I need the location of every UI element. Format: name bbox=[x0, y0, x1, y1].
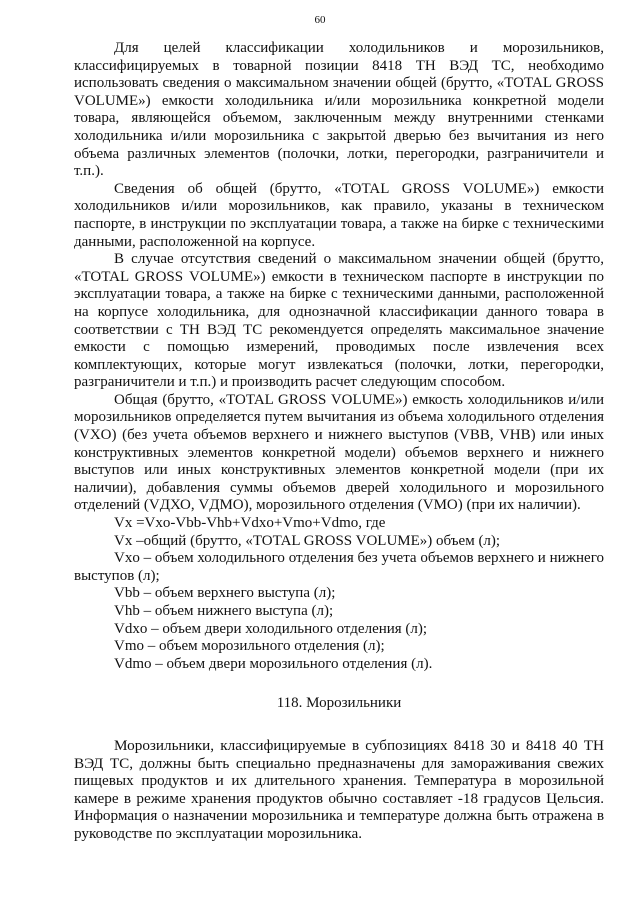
formula-def-vdmo: Vdmo – объем двери морозильного отделения (л). bbox=[114, 655, 433, 672]
formula-def-vx: Vx –общий (брутто, «TOTAL GROSS VOLUME») объем (л); bbox=[114, 532, 501, 549]
paragraph-measurement: В случае отсутствия сведений о максимальном значении общей (брутто, «TOTAL GROSS VOLUME») емкости в техническом паспорте в инструкции по эксплуатации товара, а также на бирке с техническими данными, расположенной на корпусе холодильника, для однозначной классификации данного товара в соответствии с ТН ВЭД ТС рекомендуется определять максимальное значение емкости с помощью измерений, проводимых после извлечения всех комплектующих, которые могут извлекаться (полочки, лотки, перегородки, разграничители и т.п.) и производить расчет следующим способом. bbox=[74, 251, 604, 391]
formula-def-vdxo: Vdxo – объем двери холодильного отделения (л); bbox=[114, 620, 428, 637]
section-heading: 118. Морозильники bbox=[276, 695, 402, 712]
paragraph-classification: Для целей классификации холодильников и морозильников, классифицируемых в товарной позиции 8418 ТН ВЭД ТС, необходимо использовать сведения о максимальном значении общей (брутто, «TOTAL GROSS VOLUME») емкости холодильника и/или морозильника конкретной модели товара, являющейся объемом, заключенным между внутренними стенками холодильника и/или морозильника с закрытой дверью без вычитания из него объема различных элементов (полочки, лотки, перегородки, разграничители и т.п.). bbox=[74, 40, 604, 180]
page-number: 60 bbox=[314, 14, 326, 26]
formula-equation: Vx =Vxo-Vbb-Vhb+Vdxo+Vmo+Vdmo, где bbox=[114, 515, 386, 532]
formula-def-vhb: Vhb – объем нижнего выступа (л); bbox=[114, 603, 334, 619]
formula-def-vmo: Vmo – объем морозильного отделения (л); bbox=[114, 638, 385, 655]
formula-def-vbb: Vbb – объем верхнего выступа (л); bbox=[114, 585, 336, 602]
paragraph-volume-sources: Сведения об общей (брутто, «TOTAL GROSS VOLUME») емкости холодильников и/или морозильников, как правило, указаны в техническом паспорте, в инструкции по эксплуатации товара, а также на бирке с техническими данными, расположенной на корпусе. bbox=[74, 180, 604, 250]
page-content bbox=[74, 40, 604, 843]
paragraph-freezers: Морозильники, классифицируемые в субпозициях 8418 30 и 8418 40 ТН ВЭД ТС, должны быть специально предназначены для замораживания свежих пищевых продуктов и их длительного хранения. Температура в морозильной камере в режиме хранения продуктов обычно составляет -18 градусов Цельсия. Информация о назначении морозильника и температуре должна быть отражена в руководстве по эксплуатации морозильника. bbox=[74, 736, 604, 842]
formula-def-vxo: Vxo – объем холодильного отделения без учета объемов верхнего и нижнего выступов (л); bbox=[74, 550, 604, 584]
paragraph-gross-volume: Общая (брутто, «TOTAL GROSS VOLUME») емкость холодильников и/или морозильников определяется путем вычитания из объема холодильного отделения (VXO) (без учета объемов верхнего и нижнего выступов (VBB, VHB) или иных конструктивных элементов конкретной модели) объемов верхнего и нижнего выступов или иных конструктивных элементов конкретной модели (при их наличии), добавления суммы объемов дверей холодильного и морозильного отделений (VДХО, VДМО), морозильного отделения (VMO) (при их наличии). bbox=[74, 391, 604, 514]
